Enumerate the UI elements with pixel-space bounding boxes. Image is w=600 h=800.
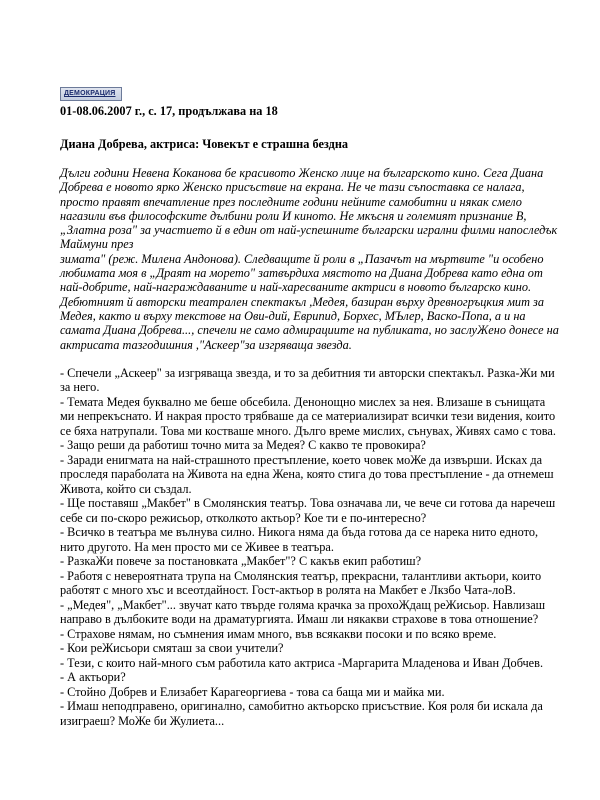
interview-line: - „Медея", „Макбет"... звучат като твърде голяма крачка за прохоЖдащ реЖисьор. Навлизаш направо в дълбоките води на драматургията. Имаш ли някакви страхове в това отношение? [60,597,546,627]
interview-line: - Спечели „Аскеер" за изгряваща звезда, и то за дебитния ти авторски спектакъл. Разка-Жи ми за него. [60,365,555,395]
interview-line: - Всичко в театъра ме вълнува силно. Никога няма да бъда готова да се нарека нито едното, нито другото. На мен просто ми се Живее в театъра. [60,525,539,554]
interview-line: - А актьори? [60,670,126,685]
intro-paragraph: зимата" (реж. Милена Андонова). Следващите й роли в „Пазачът на мъртвите "и особено любимата моя в „Драят на морето" затвърдиха мястото на Диана Добрева като една от най-добрите, най-награждаваните и най-харесваните актриси в новото българско кино. [60,251,544,295]
dateline: 01-08.06.2007 г., с. 17, продължава на 18 [60,104,278,118]
interview-line: - Работя с невероятната трупа на Смолянския театър, прекрасни, талантливи актьори, които работят с много хъс и всеотдайност. Гост-актьор в ролята на Макбет е Лкзбо Чата-лоВ. [60,568,542,598]
interview-line: - Стойно Добрев и Елизабет Карагеоргиева - това са баща ми и майка ми. [60,684,445,699]
interview [60,366,560,729]
interview-line: - Защо реши да работиш точно мита за Медея? С какво те провокира? [60,438,426,453]
newspaper-logo[interactable]: ДЕМОКРАЦИЯ [60,87,122,101]
intro-paragraph: Дълги години Невена Коканова бе красивото Женско лице на българското кино. Сега Диана Добрева е новото ярко Женско присъствие на екрана. Не че тази съпоставка се налага, просто правят впечатление през последните години нейните самобитни и някак смело нагазили във философските дълбини роли И киното. Не мкъсня и големият признание В, „Златна роза" за участието й в един от най-успешните български игрални филми напоследък Маймуни през [60,166,558,252]
interview-line: - Темата Медея буквално ме беше обсебила. Денонощно мислех за нея. Влизаше в сънищата ми непрекъснато. И накрая просто трябваше да се материализират всички тези видения, които се бяха натрупали. Това ми костваше много. Дълго време мислих, сънувах, Живях само с това. [60,394,556,438]
interview-line: - Имаш неподправено, оригинално, самобитно актьорско присъствие. Коя роля би искала да изиграеш? МоЖе би Жулиета... [60,699,543,728]
article [60,82,560,728]
intro-paragraph: Дебютният й авторски театрален спектакъл ,Медея, базиран върху древногръцкия мит за Медея, както и върху текстове на Ови-дий, Еврипид, Борхес, МЪлер, Васко-Попа, а и на самата Диана Добрева..., спечели не само адмирациите на публиката, но заслуЖено донесе на актрисата тазгодишния ,"Аскеер"за изгряваща звезда. [60,294,559,352]
intro [60,166,560,352]
interview-line: - Тези, с които най-много съм работила като актриса -Маргарита Младенова и Иван Добчев. [60,655,544,670]
headline: Диана Добрева, актриса: Човекът е страшна бездна [60,137,349,151]
interview-line: - Кои реЖисьори смяташ за свои учители? [60,641,284,656]
interview-line: - Заради енигмата на най-страшното престъпление, което човек моЖе да извърши. Исках да проследя параболата на Живота на една Жена, която стига до това престъпление - да отнемеш Живота, който си създал. [60,452,554,496]
interview-line: - Страхове нямам, но съмнения имам много, във всякакви посоки и по всяко време. [60,626,497,641]
interview-line: - РазкаЖи повече за постановката „Макбет"? С какъв екип работиш? [60,554,422,569]
interview-line: - Ще поставяш „Макбет" в Смолянския театър. Това означава ли, че вече си готова да наречеш себе си по-скоро режисьор, отколкото актьор? Кое ти е по-интересно? [60,496,556,525]
